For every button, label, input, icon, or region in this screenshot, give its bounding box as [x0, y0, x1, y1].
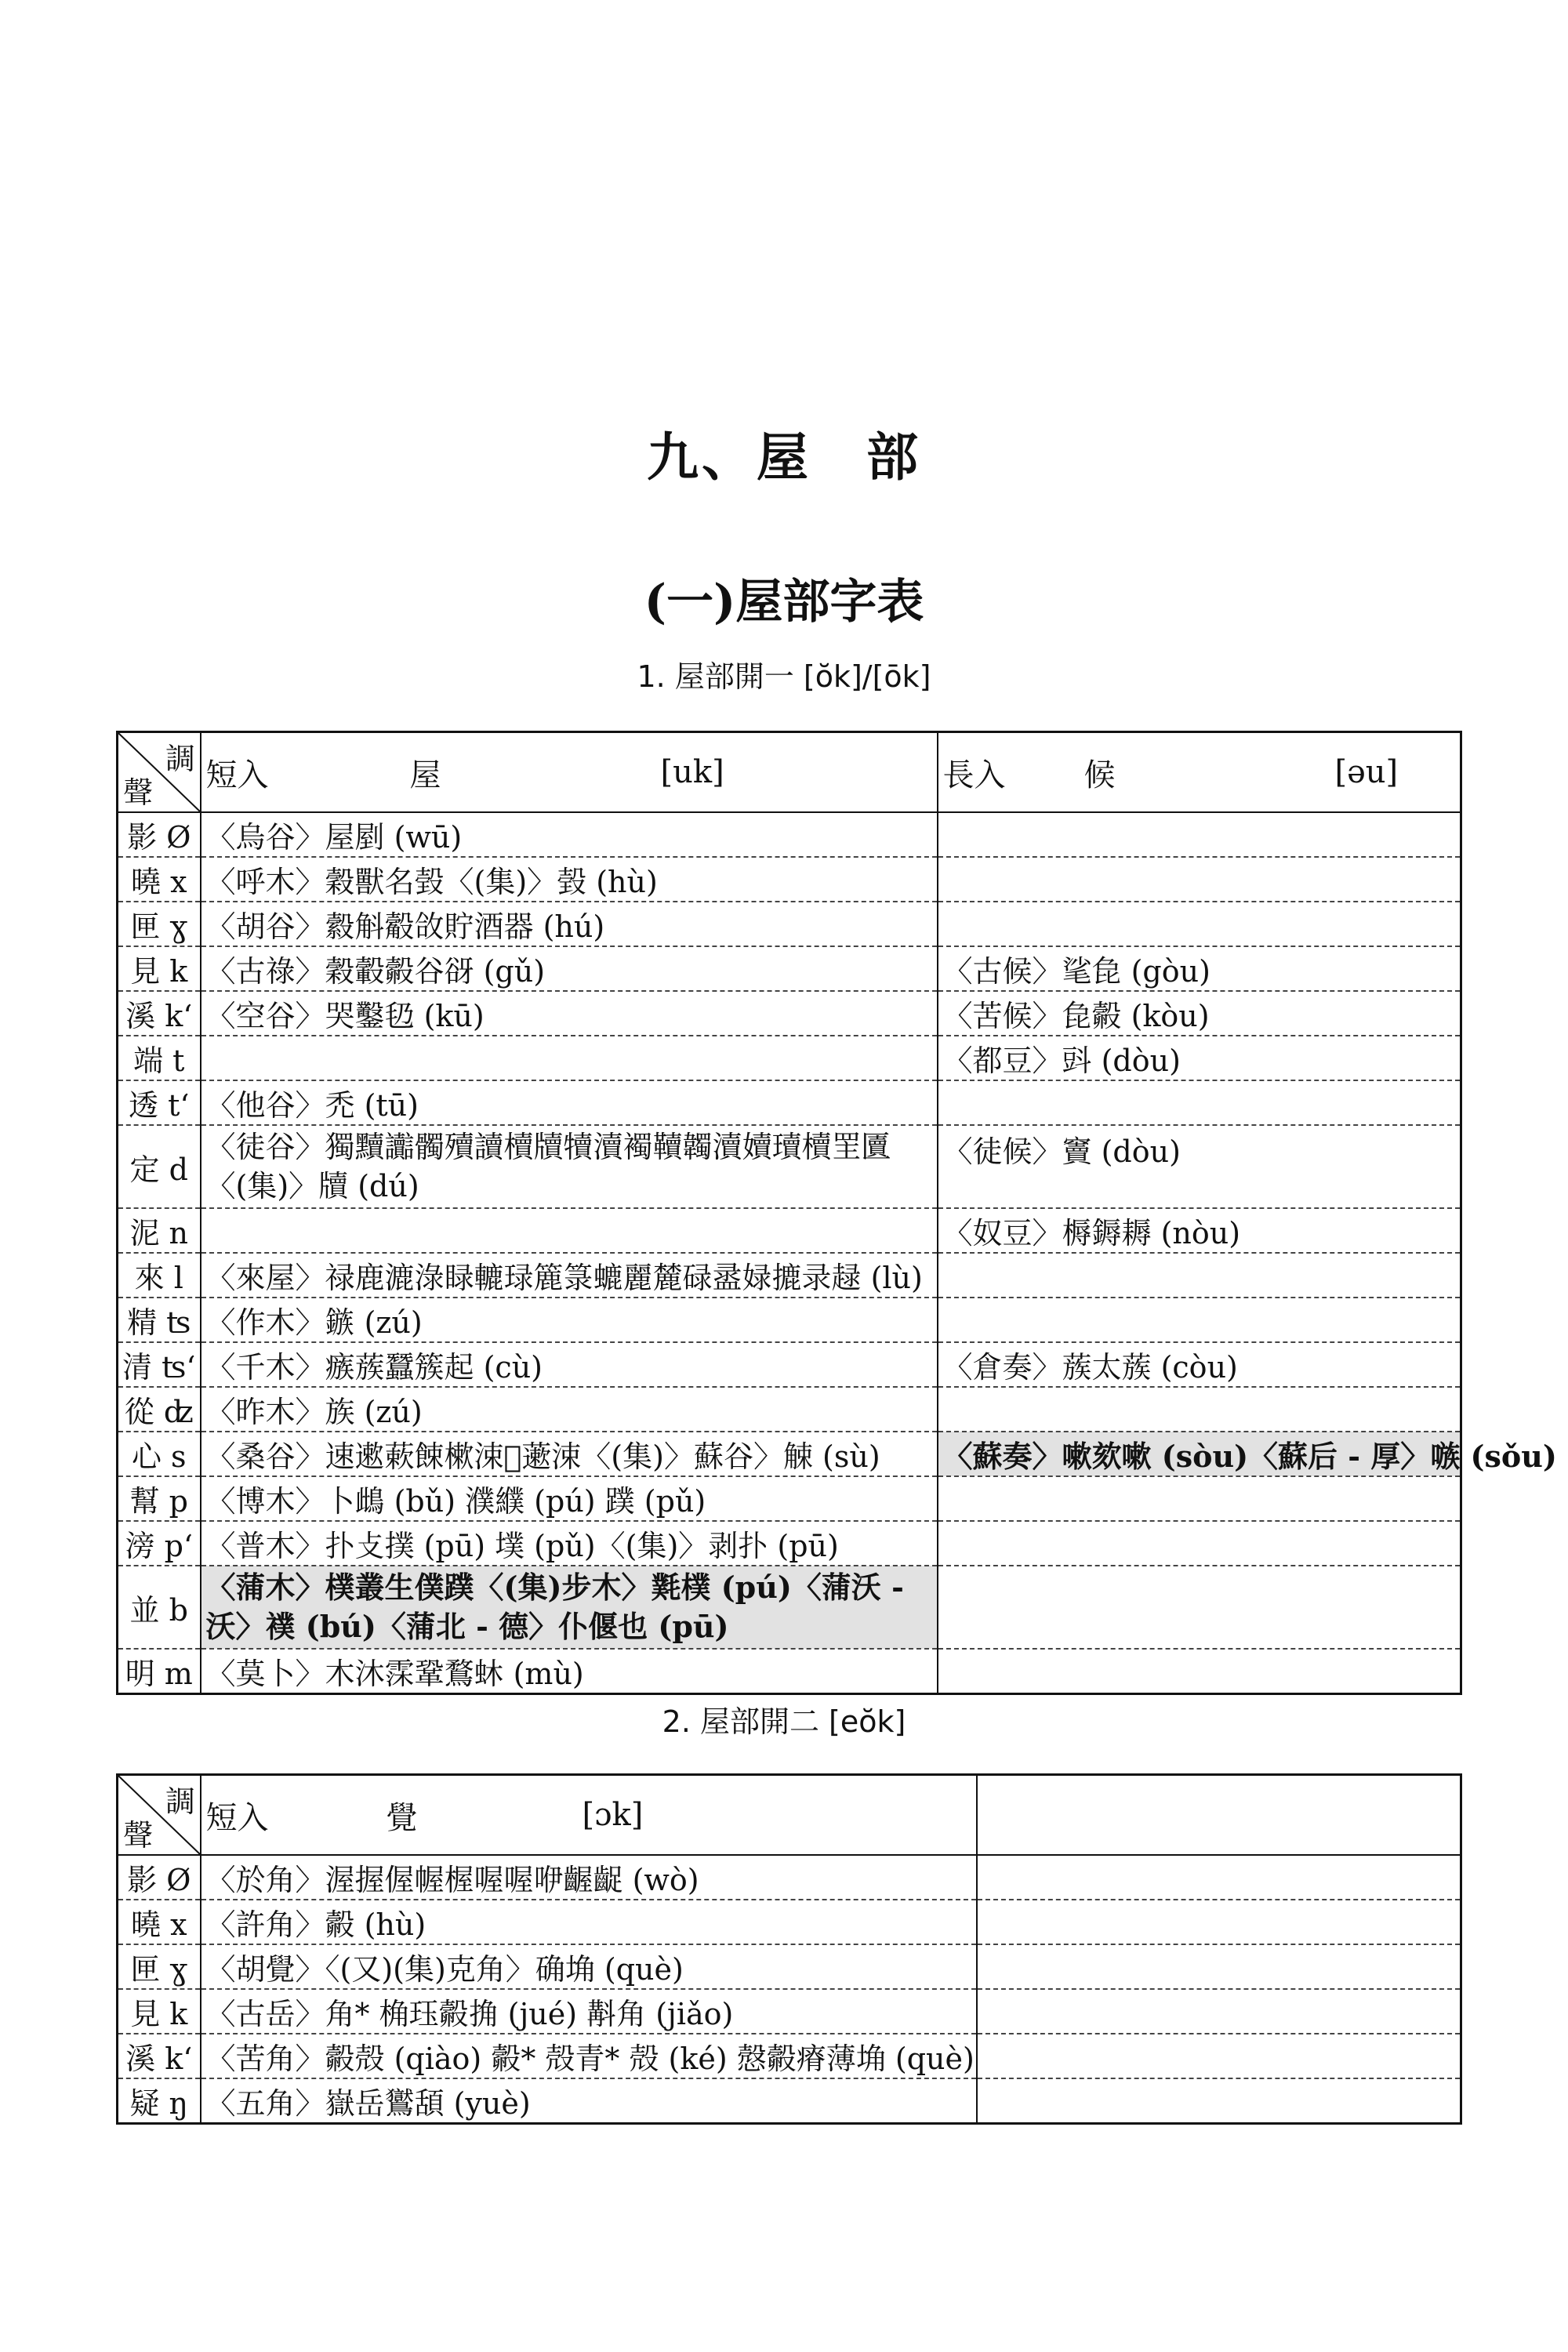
rhyme-name: 覺 — [386, 1799, 418, 1836]
initial-cell: 匣 ɣ — [118, 902, 201, 946]
initial-cell: 疑 ŋ — [118, 2078, 201, 2124]
short-cell: 〈作木〉鏃 (zú) — [201, 1298, 938, 1342]
long-cell: 〈苦候〉㲋㲉 (kòu) — [938, 991, 1461, 1036]
initial-cell: 見 k — [118, 1989, 201, 2034]
short-cell: 〈莫卜〉木沐霂鞏鶩蚞 (mù) — [201, 1649, 938, 1694]
long-cell: 〈都豆〉㪷 (dòu) — [938, 1036, 1461, 1080]
corner-header — [118, 1775, 201, 1856]
tone-label: 調 — [165, 1784, 195, 1819]
rhyme-name: 候 — [1083, 757, 1116, 793]
table-row — [118, 1855, 1461, 1900]
initial-label: 聲 — [123, 775, 154, 810]
short-cell: 〈他谷〉禿 (tū) — [201, 1080, 938, 1125]
initial-cell: 清 ʦʻ — [118, 1342, 201, 1387]
table-row — [118, 1387, 1461, 1432]
rhyme-table-1 — [116, 731, 1557, 1695]
table-row — [118, 2078, 1461, 2124]
long-cell: 〈蘇奏〉嗽欬嗽 (sòu)〈蘇后 - 厚〉嗾 (sǒu) — [938, 1432, 1461, 1476]
short-cell: 〈烏谷〉屋剭 (wū) — [201, 812, 938, 857]
short-cell: 〈千木〉瘯蔟蠶簇起 (cù) — [201, 1342, 938, 1387]
long-cell — [977, 2078, 1461, 2124]
table-row — [118, 946, 1461, 991]
short-cell: 〈昨木〉族 (zú) — [201, 1387, 938, 1432]
short-cell: 〈五角〉嶽岳鸑頢 (yuè) — [201, 2078, 977, 2124]
table-row — [118, 1566, 1461, 1649]
initial-cell: 溪 kʻ — [118, 2034, 201, 2078]
short-entering-label: 短入 — [205, 1799, 269, 1836]
initial-cell: 滂 pʻ — [118, 1521, 201, 1566]
initial-cell: 從 ʣ — [118, 1387, 201, 1432]
short-cell: 〈古祿〉穀轂㲉谷谺 (gǔ) — [201, 946, 938, 991]
initial-cell: 透 tʻ — [118, 1080, 201, 1125]
short-cell: 〈博木〉卜䳄 (bǔ) 濮纀 (pú) 蹼 (pǔ) — [201, 1476, 938, 1521]
short-cell: 〈普木〉扑攴撲 (pū) 墣 (pǔ)〈(集)〉剥扑 (pū) — [201, 1521, 938, 1566]
short-cell: 〈來屋〉禄鹿漉淥睩轆琭簏箓螰麗麓碌盝娽摝录趢 (lù) — [201, 1253, 938, 1298]
long-cell — [938, 1476, 1461, 1521]
initial-cell: 曉 x — [118, 857, 201, 902]
initial-label: 聲 — [123, 1818, 154, 1853]
long-cell — [977, 1900, 1461, 1944]
long-cell — [938, 1253, 1461, 1298]
table-row — [118, 1253, 1461, 1298]
long-cell: 〈倉奏〉蔟太蔟 (còu) — [938, 1342, 1461, 1387]
initial-cell: 溪 kʻ — [118, 991, 201, 1036]
rhyme-name: 屋 — [409, 757, 441, 793]
table-row — [118, 1342, 1461, 1387]
long-cell — [938, 1298, 1461, 1342]
table-row — [118, 902, 1461, 946]
table-row — [118, 2034, 1461, 2078]
table-row — [118, 1521, 1461, 1566]
short-cell: 〈苦角〉㲉殻 (qiào) 㲉* 殻青* 殻 (ké) 慤㲉瘠薄埆 (què) — [201, 2034, 977, 2078]
short-cell: 〈呼木〉穀獸名㲄〈(集)〉㲄 (hù) — [201, 857, 938, 902]
initial-cell: 定 d — [118, 1125, 201, 1208]
short-cell: 〈胡谷〉縠斛觳㪉貯酒器 (hú) — [201, 902, 938, 946]
rhyme-ipa: [ɔk] — [582, 1797, 644, 1833]
long-cell: 〈奴豆〉槈鎒耨 (nòu) — [938, 1208, 1461, 1253]
long-cell — [938, 1521, 1461, 1566]
long-cell — [938, 1080, 1461, 1125]
initial-cell: 見 k — [118, 946, 201, 991]
long-cell — [977, 2034, 1461, 2078]
long-entering-label: 長入 — [942, 757, 1006, 793]
chapter-title: 九、屋 部 — [647, 426, 921, 488]
short-cell: 〈桑谷〉速遬蔌餗樕涑𪊰藗涑〈(集)〉蘇谷〉觫 (sù) — [201, 1432, 938, 1476]
long-cell — [977, 1944, 1461, 1989]
table-row — [118, 857, 1461, 902]
column-header-long — [977, 1775, 1461, 1856]
column-header-long — [938, 732, 1461, 813]
short-cell: 〈古岳〉角* 桷珏㲉捔 (jué) 斠角 (jiǎo) — [201, 1989, 977, 2034]
long-cell: 〈徒候〉竇 (dòu) — [938, 1125, 1461, 1208]
initial-cell: 來 l — [118, 1253, 201, 1298]
initial-cell: 心 s — [118, 1432, 201, 1476]
short-cell: 〈空谷〉哭鑿㲌 (kū) — [201, 991, 938, 1036]
long-cell — [938, 812, 1461, 857]
table-row — [118, 991, 1461, 1036]
initial-cell: 精 ʦ — [118, 1298, 201, 1342]
table-row — [118, 1036, 1461, 1080]
short-cell: 〈徒谷〉獨黷讟髑殰讀櫝牘犢瀆襡韇韣瀆嬻瓄櫝罜匵〈(集)〉牘 (dú) — [201, 1125, 938, 1208]
table-row — [118, 1208, 1461, 1253]
long-cell — [977, 1989, 1461, 2034]
initial-cell: 泥 n — [118, 1208, 201, 1253]
table-row — [118, 1080, 1461, 1125]
initial-cell: 曉 x — [118, 1900, 201, 1944]
initial-cell: 端 t — [118, 1036, 201, 1080]
long-cell: 〈古候〉㲚㲋 (gòu) — [938, 946, 1461, 991]
long-cell — [938, 1566, 1461, 1649]
short-cell: 〈許角〉㲉 (hù) — [201, 1900, 977, 1944]
long-cell — [938, 1387, 1461, 1432]
long-cell — [938, 1649, 1461, 1694]
long-cell — [977, 1855, 1461, 1900]
initial-cell: 影 Ø — [118, 1855, 201, 1900]
short-entering-label: 短入 — [205, 757, 269, 793]
short-cell — [201, 1036, 938, 1080]
initial-cell: 影 Ø — [118, 812, 201, 857]
table-row — [118, 1432, 1461, 1476]
table-row — [118, 1649, 1461, 1694]
short-cell: 〈於角〉渥握偓幄楃喔喔咿齷齪 (wò) — [201, 1855, 977, 1900]
initial-cell: 匣 ɣ — [118, 1944, 201, 1989]
initial-cell: 並 b — [118, 1566, 201, 1649]
corner-header — [118, 732, 201, 813]
section-title: (一)屋部字表 — [644, 575, 924, 630]
tone-label: 調 — [165, 742, 195, 776]
table-caption: 2. 屋部開二 [eŏk] — [662, 1704, 906, 1739]
table-row — [118, 812, 1461, 857]
short-cell — [201, 1208, 938, 1253]
table-row — [118, 1125, 1461, 1208]
table-row — [118, 1944, 1461, 1989]
column-header-short — [201, 1775, 977, 1856]
table-row — [118, 1298, 1461, 1342]
short-cell: 〈胡覺〉〈(又)(集)克角〉确埆 (què) — [201, 1944, 977, 1989]
table-row — [118, 1989, 1461, 2034]
initial-cell: 明 m — [118, 1649, 201, 1694]
table-caption: 1. 屋部開一 [ŏk]/[ōk] — [637, 659, 931, 694]
long-cell — [938, 902, 1461, 946]
table-row — [118, 1476, 1461, 1521]
short-cell: 〈蒲木〉樸叢生僕蹼〈(集)步木〉㲫樸 (pú)〈蒲沃 - 沃〉襆 (bú)〈蒲北 - 德〉仆偃也 (pū) — [201, 1566, 938, 1649]
long-cell — [938, 857, 1461, 902]
rhyme-table-2 — [116, 1773, 1462, 2125]
initial-cell: 幫 p — [118, 1476, 201, 1521]
column-header-short — [201, 732, 938, 813]
table-row — [118, 1900, 1461, 1944]
rhyme-ipa: [əu] — [1334, 754, 1399, 790]
rhyme-ipa: [uk] — [660, 754, 724, 790]
